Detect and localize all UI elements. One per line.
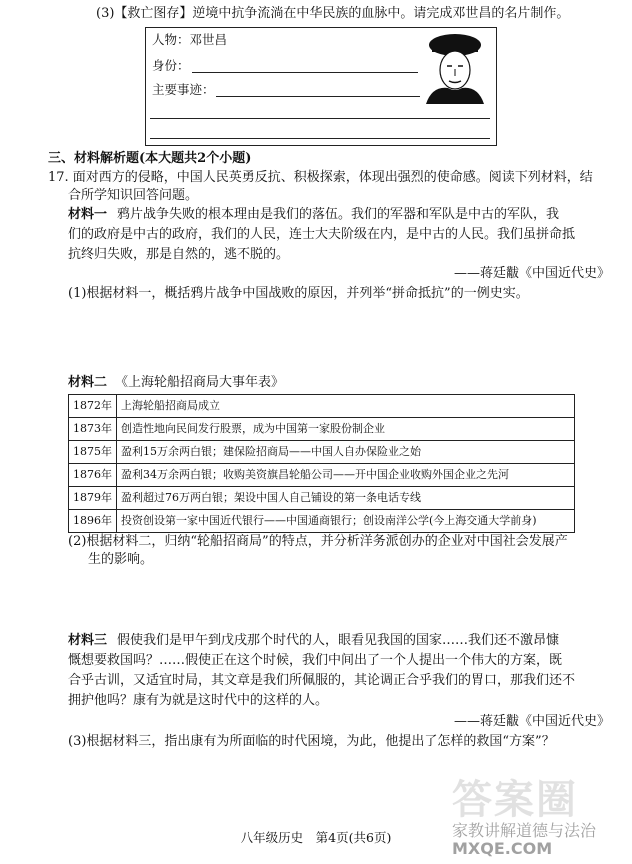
question-1: (1)根据材料一，概括鸦片战争中国战败的原因，并列举“拼命抵抗”的一例史实。 [68, 286, 529, 301]
table-cell-event: 盈利15万余两白银；建保险招商局——中国人自办保险业之始 [117, 441, 575, 464]
material-3-source: ——蒋廷黻《中国近代史》 [453, 714, 610, 729]
table-cell-year: 1873年 [69, 418, 117, 441]
table-row [69, 510, 575, 533]
material-2-heading [68, 373, 284, 393]
table-cell-year: 1875年 [69, 441, 117, 464]
events-table [68, 394, 575, 533]
question-3b: (3)根据材料三，指出康有为所面临的时代困境，为此，他提出了怎样的救国“方案”？ [68, 734, 555, 749]
question-17-line-1: 17. 面对西方的侵略，中国人民英勇反抗、积极探索，体现出强烈的使命感。阅读下列材料，结 [48, 170, 593, 185]
material-3-line-3: 合乎古训，又适宜时局，其文章是我们所佩服的，其论调正合乎我们的胃口，那我们还不 [68, 673, 576, 688]
watermark-url: MXQE.COM [452, 839, 553, 858]
material-1-line-2: 们的政府是中古的政府，我们的人民，连士大夫阶级在内，是中古的人民。我们虽拼命抵 [68, 227, 576, 242]
card-identity-line [192, 72, 418, 73]
table-cell-year: 1879年 [69, 487, 117, 510]
table-row [69, 487, 575, 510]
table-row [69, 395, 575, 418]
table-row [69, 464, 575, 487]
material-1-line-1: 材料一 鸦片战争失败的根本理由是我们的落伍。我们的军器和军队是中古的军队，我 [68, 207, 560, 222]
table-cell-event: 创造性地向民间发行股票，成为中国第一家股份制企业 [117, 418, 575, 441]
page-footer: 八年级历史 第4页(共6页) [240, 830, 392, 845]
card-person: 人物：邓世昌 [152, 32, 228, 47]
table-cell-year: 1896年 [69, 510, 117, 533]
table-cell-event: 投资创设第一家中国近代银行——中国通商银行；创设南洋公学(今上海交通大学前身) [117, 510, 575, 533]
watermark [452, 777, 622, 858]
watermark-caption: 家教讲解道德与法治 [452, 821, 597, 840]
material-3-label: 材料三 [68, 633, 108, 648]
card-deeds-line-2 [150, 118, 490, 119]
material-2-title: 《上海轮船招商局大事年表》 [115, 375, 285, 390]
material-3-line-2: 慨想要救国吗？……假使正在这个时候，我们中间出了一个人提出一个伟大的方案，既 [68, 653, 563, 668]
card-identity-label: 身份： [152, 58, 190, 73]
material-1-source: ——蒋廷黻《中国近代史》 [453, 266, 610, 281]
section-3-heading: 三、材料解析题(本大题共2个小题) [48, 151, 252, 166]
table-cell-event: 上海轮船招商局成立 [117, 395, 575, 418]
question-3-prompt: (3)【救亡图存】逆境中抗争流淌在中华民族的血脉中。请完成邓世昌的名片制作。 [96, 6, 570, 21]
table-row [69, 418, 575, 441]
question-17-line-2: 合所学知识回答问题。 [68, 188, 199, 203]
table-cell-year: 1872年 [69, 395, 117, 418]
material-1-line-3: 抗终归失败，那是自然的，逃不脱的。 [68, 247, 290, 262]
card-deeds-line-3 [150, 138, 490, 139]
card-deeds-line-1 [216, 96, 420, 97]
material-3-line-4: 拥护他吗？康有为就是这时代中的这样的人。 [68, 693, 329, 708]
table-cell-event: 盈利超过76万两白银；架设中国人自己铺设的第一条电话专线 [117, 487, 575, 510]
material-1-label: 材料一 [68, 207, 108, 222]
watermark-logo-text: 答案圈 [452, 777, 578, 823]
material-2-label: 材料二 [68, 375, 108, 390]
material-3-line-1: 材料三 假使我们是甲午到戊戌那个时代的人，眼看见我国的国家……我们还不激昂慷 [68, 633, 560, 648]
table-cell-year: 1876年 [69, 464, 117, 487]
table-cell-event: 盈利34万余两白银；收购美资旗昌轮船公司——开中国企业收购外国企业之先河 [117, 464, 575, 487]
name-card [145, 27, 497, 146]
card-deeds-label: 主要事迹： [152, 82, 215, 97]
table-row [69, 441, 575, 464]
question-2-line-1: (2)根据材料二，归纳“轮船招商局”的特点，并分析洋务派创办的企业对中国社会发展产 [68, 534, 568, 549]
deng-shichang-portrait [422, 32, 488, 104]
question-2-line-2: 生的影响。 [88, 552, 154, 567]
